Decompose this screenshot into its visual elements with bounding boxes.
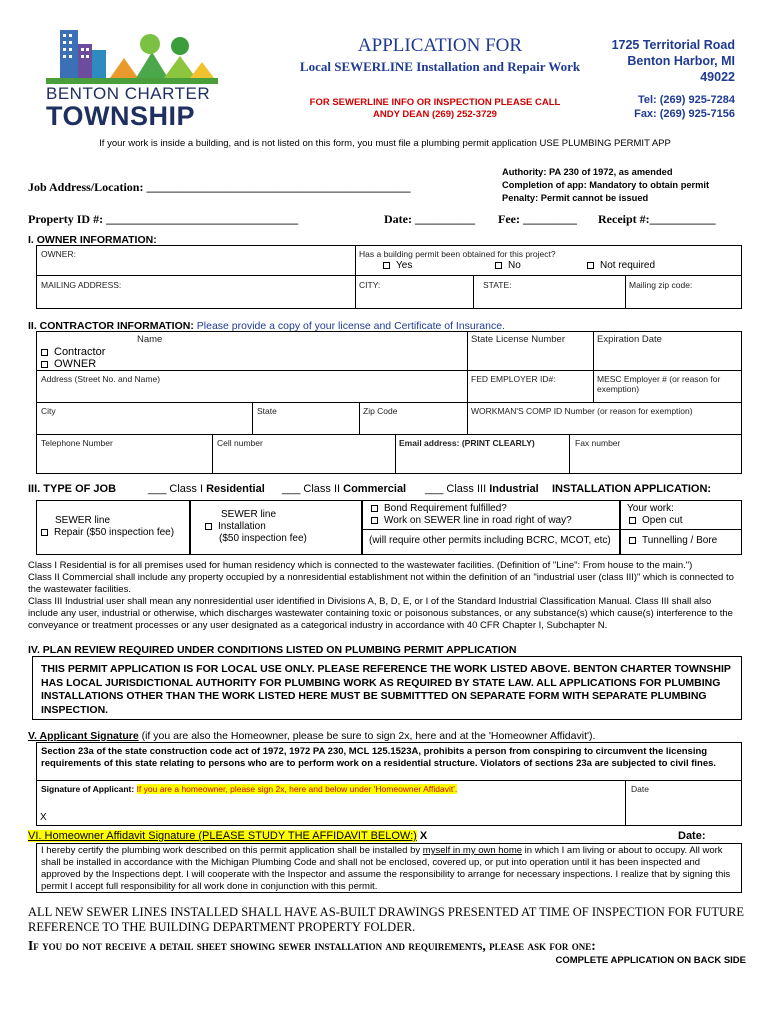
info-line2: ANDY DEAN (269) 252-3729: [373, 109, 497, 120]
completion: Completion of app: Mandatory to obtain permit: [502, 180, 710, 190]
township-address: [595, 37, 735, 85]
mesc-label[interactable]: MESC Employer # (or reason for exemption): [597, 374, 721, 394]
signature-note: If you are a homeowner, please sign 2x, here and below under 'Homeowner Affidavit'.: [136, 784, 458, 794]
contractor-note: Please provide a copy of your license and Certificate of Insurance.: [196, 320, 505, 332]
as-built-notice: ALL NEW SEWER LINES INSTALLED SHALL HAVE AS-BUILT DRAWINGS PRESENTED AT TIME OF INSPECTION FOR FUTURE REFERENCE TO THE BUILDING DEPARTMENT PROPERTY FOLDER.: [28, 905, 744, 934]
other-permits-note: (will require other permits including BCRC, MCOT, etc): [369, 535, 611, 546]
telephone-label[interactable]: Telephone Number: [41, 438, 113, 448]
owner-table: [36, 245, 742, 309]
form-subtitle: Local SEWERLINE Installation and Repair Work: [299, 59, 581, 74]
installation-box: [190, 500, 362, 555]
detail-sheet-notice: If you do not receive a detail sheet showing sewer installation and requirements, please ask for one:: [28, 938, 596, 953]
plan-box: [32, 656, 742, 720]
license-label[interactable]: State License Number: [471, 334, 565, 345]
permit-not-required[interactable]: Not required: [587, 260, 655, 271]
telephone: Tel: (269) 925-7284: [637, 94, 735, 106]
affidavit-box: [36, 843, 742, 893]
mailing-address-label[interactable]: MAILING ADDRESS:: [41, 280, 122, 290]
installation-option[interactable]: Installation: [205, 521, 266, 532]
repair-option[interactable]: Repair ($50 inspection fee): [41, 527, 174, 538]
checkbox-icon[interactable]: [371, 517, 378, 524]
open-cut-option[interactable]: Open cut: [629, 515, 683, 526]
option-contractor[interactable]: Contractor: [41, 346, 105, 358]
permit-question: Has a building permit been obtained for this project?: [359, 249, 556, 259]
notice: If your work is inside a building, and is not listed on this form, you must file a plumbing permit application USE PLUMBING PERMIT APP: [99, 138, 671, 149]
class1-option[interactable]: ___ Class I Residential: [148, 483, 265, 495]
affidavit-heading: VI. Homeowner Affidavit Signature (PLEASE STUDY THE AFFIDAVIT BELOW:) X: [28, 830, 428, 842]
permit-yes[interactable]: Yes: [383, 260, 412, 271]
road-option[interactable]: Work on SEWER line in road right of way?: [371, 515, 572, 526]
bond-box: [362, 500, 620, 555]
back-side-note: COMPLETE APPLICATION ON BACK SIDE: [555, 955, 746, 966]
your-work-label: Your work:: [627, 503, 674, 514]
form-title: APPLICATION FOR: [357, 35, 523, 56]
checkbox-icon[interactable]: [495, 262, 502, 269]
property-id-field[interactable]: Property ID #: ________________________________: [28, 212, 299, 226]
class-definitions: [28, 560, 742, 632]
owner-heading: I. OWNER INFORMATION:: [28, 234, 157, 246]
class3-option[interactable]: ___ Class III Industrial: [425, 483, 539, 495]
contractor-name-label[interactable]: Name: [137, 334, 163, 345]
buildings-trees-icon: [40, 22, 220, 84]
cell-label[interactable]: Cell number: [217, 438, 263, 448]
checkbox-icon[interactable]: [205, 523, 212, 530]
fax: Fax: (269) 925-7156: [634, 108, 735, 120]
state-label[interactable]: STATE:: [483, 280, 512, 290]
date-field[interactable]: Date: __________: [384, 212, 475, 226]
affidavit-x: X: [419, 830, 428, 842]
section-23a: Section 23a of the state construction code act of 1972, 1972 PA 230, MCL 125.1523A, prohibits a person from conspiring to circumvent the licensing requirements of this state relating to persons who are to perform work on a residential structure. Violators of sections 23a are subjected to civil fines.: [41, 746, 717, 769]
sewer-line2-label: SEWER line: [221, 509, 277, 520]
permit-no[interactable]: No: [495, 260, 521, 271]
affidavit-date-label[interactable]: Date:: [678, 830, 706, 842]
info-line1: FOR SEWERLINE INFO OR INSPECTION PLEASE CALL: [309, 97, 561, 108]
address-line2: Benton Harbor, MI: [627, 54, 735, 68]
install-fee: ($50 inspection fee): [219, 533, 307, 544]
checkbox-icon[interactable]: [371, 505, 378, 512]
contractor-heading: II. CONTRACTOR INFORMATION: Please provide a copy of your license and Certificate of Insurance.: [28, 320, 505, 332]
authority: Authority: PA 230 of 1972, as amended: [502, 167, 673, 177]
checkbox-icon[interactable]: [629, 537, 636, 544]
receipt-field[interactable]: Receipt #:___________: [598, 212, 716, 226]
contractor-table: [36, 331, 742, 474]
township-logo: [40, 22, 220, 132]
authority-block: [502, 166, 742, 205]
class3-definition: Class III Industrial user shall mean any nonresidential user identified in Divisions A, B, D, E, or I of the Standard Industrial Classification Manual. Class III shall also include any user, industrial or otherwise, which discharges wastewater containing toxic or poisonous substances, or any substance(s) which cause(s) interference to the conveyance or treatment processes or any user designated as a categorical industry in accordance with 40 CFR Chapter I, Subchapter N.: [28, 596, 733, 631]
workmans-comp-label[interactable]: WORKMAN'S COMP ID Number (or reason for exemption): [471, 406, 693, 416]
your-work-box: [620, 500, 742, 555]
city-label[interactable]: CITY:: [359, 280, 381, 290]
logo-line1: BENTON CHARTER: [46, 84, 211, 103]
contractor-zip-label[interactable]: Zip Code: [363, 406, 398, 416]
checkbox-icon[interactable]: [41, 349, 48, 356]
address-line1: 1725 Territorial Road: [611, 38, 735, 52]
class2-definition: Class II Commercial shall include any property occupied by a nonresidential establishment not within the definition of an "industrial user (class III)" which is connected to the wastewater facilities.: [28, 572, 734, 595]
contractor-address-label[interactable]: Address (Street No. and Name): [41, 374, 161, 384]
expiration-label[interactable]: Expiration Date: [597, 334, 662, 345]
checkbox-icon[interactable]: [587, 262, 594, 269]
applicant-heading: V. Applicant Signature (if you are also the Homeowner, please be sure to sign 2x, here and at the 'Homeowner Affidavit').: [28, 730, 596, 742]
address-line3: 49022: [700, 70, 735, 84]
owner-label[interactable]: OWNER:: [41, 249, 76, 259]
bond-option[interactable]: Bond Requirement fulfilled?: [371, 503, 507, 514]
repair-box: [36, 500, 190, 555]
applicant-date-field[interactable]: Date: [631, 784, 649, 794]
class1-definition: Class I Residential is for all premises used for human residency which is connected to the wastewater facilities. (Definition of "Line": From house to the main."): [28, 560, 693, 571]
fax-label[interactable]: Fax number: [575, 438, 621, 448]
class2-option[interactable]: ___ Class II Commercial: [282, 483, 407, 495]
checkbox-icon[interactable]: [41, 529, 48, 536]
fee-field[interactable]: Fee: _________: [498, 212, 577, 226]
contractor-state-label[interactable]: State: [257, 406, 277, 416]
applicant-box: [36, 742, 742, 826]
affidavit-text: I hereby certify the plumbing work described on this permit application shall be installed by myself in my own home in which I am living or about to occupy. All work shall be installed in accordance with the Michigan Plumbing Code and shall not be enclosed, covered up, or put into operation until it has been inspected and approved by the Inspections dept. I will cooperate with the Inspector and assume the responsibility to arrange for necessary inspections. I realize that by signing this permit I accept full responsibility for all work done in conjunction with this permit.: [41, 845, 731, 892]
plan-text: THIS PERMIT APPLICATION IS FOR LOCAL USE ONLY. PLEASE REFERENCE THE WORK LISTED ABOVE. BENTON CHARTER TOWNSHIP HAS LOCAL JURISDICTIONAL AUTHORITY FOR PLUMBING WORK AS REQUIRED BY STATE LAW. ALL APPLICATIONS FOR PLUMBING INSTALLATIONS OTHER THAN THE WORK LISTED HERE MUST BE SUBMITTTED ON SEPARATE FORM WITH SEPARATE PLUMBING INSPECTION.: [41, 663, 731, 716]
penalty: Penalty: Permit cannot be issued: [502, 193, 649, 203]
tunnel-option[interactable]: Tunnelling / Bore: [629, 535, 717, 546]
email-label[interactable]: Email address: (PRINT CLEARLY): [399, 438, 535, 448]
contractor-city-label[interactable]: City: [41, 406, 56, 416]
applicant-x: X: [40, 812, 47, 823]
plan-heading: IV. PLAN REVIEW REQUIRED UNDER CONDITIONS LISTED ON PLUMBING PERMIT APPLICATION: [28, 644, 517, 656]
checkbox-icon[interactable]: [383, 262, 390, 269]
job-address-field[interactable]: Job Address/Location: ____________________________________________: [28, 180, 411, 194]
install-heading: INSTALLATION APPLICATION:: [552, 483, 712, 495]
logo-line2: TOWNSHIP: [46, 101, 196, 131]
checkbox-icon[interactable]: [41, 361, 48, 368]
fed-id-label[interactable]: FED EMPLOYER ID#:: [471, 374, 556, 384]
checkbox-icon[interactable]: [629, 517, 636, 524]
sewer-line-label: SEWER line: [55, 515, 111, 526]
option-owner[interactable]: OWNER: [41, 358, 96, 370]
zip-label[interactable]: Mailing zip code:: [629, 280, 693, 290]
township-contact: [595, 93, 735, 121]
job-heading: III. TYPE OF JOB: [28, 483, 117, 495]
applicant-signature-field[interactable]: Signature of Applicant: If you are a homeowner, please sign 2x, here and below under 'Homeowner Affidavit'.: [41, 784, 458, 794]
